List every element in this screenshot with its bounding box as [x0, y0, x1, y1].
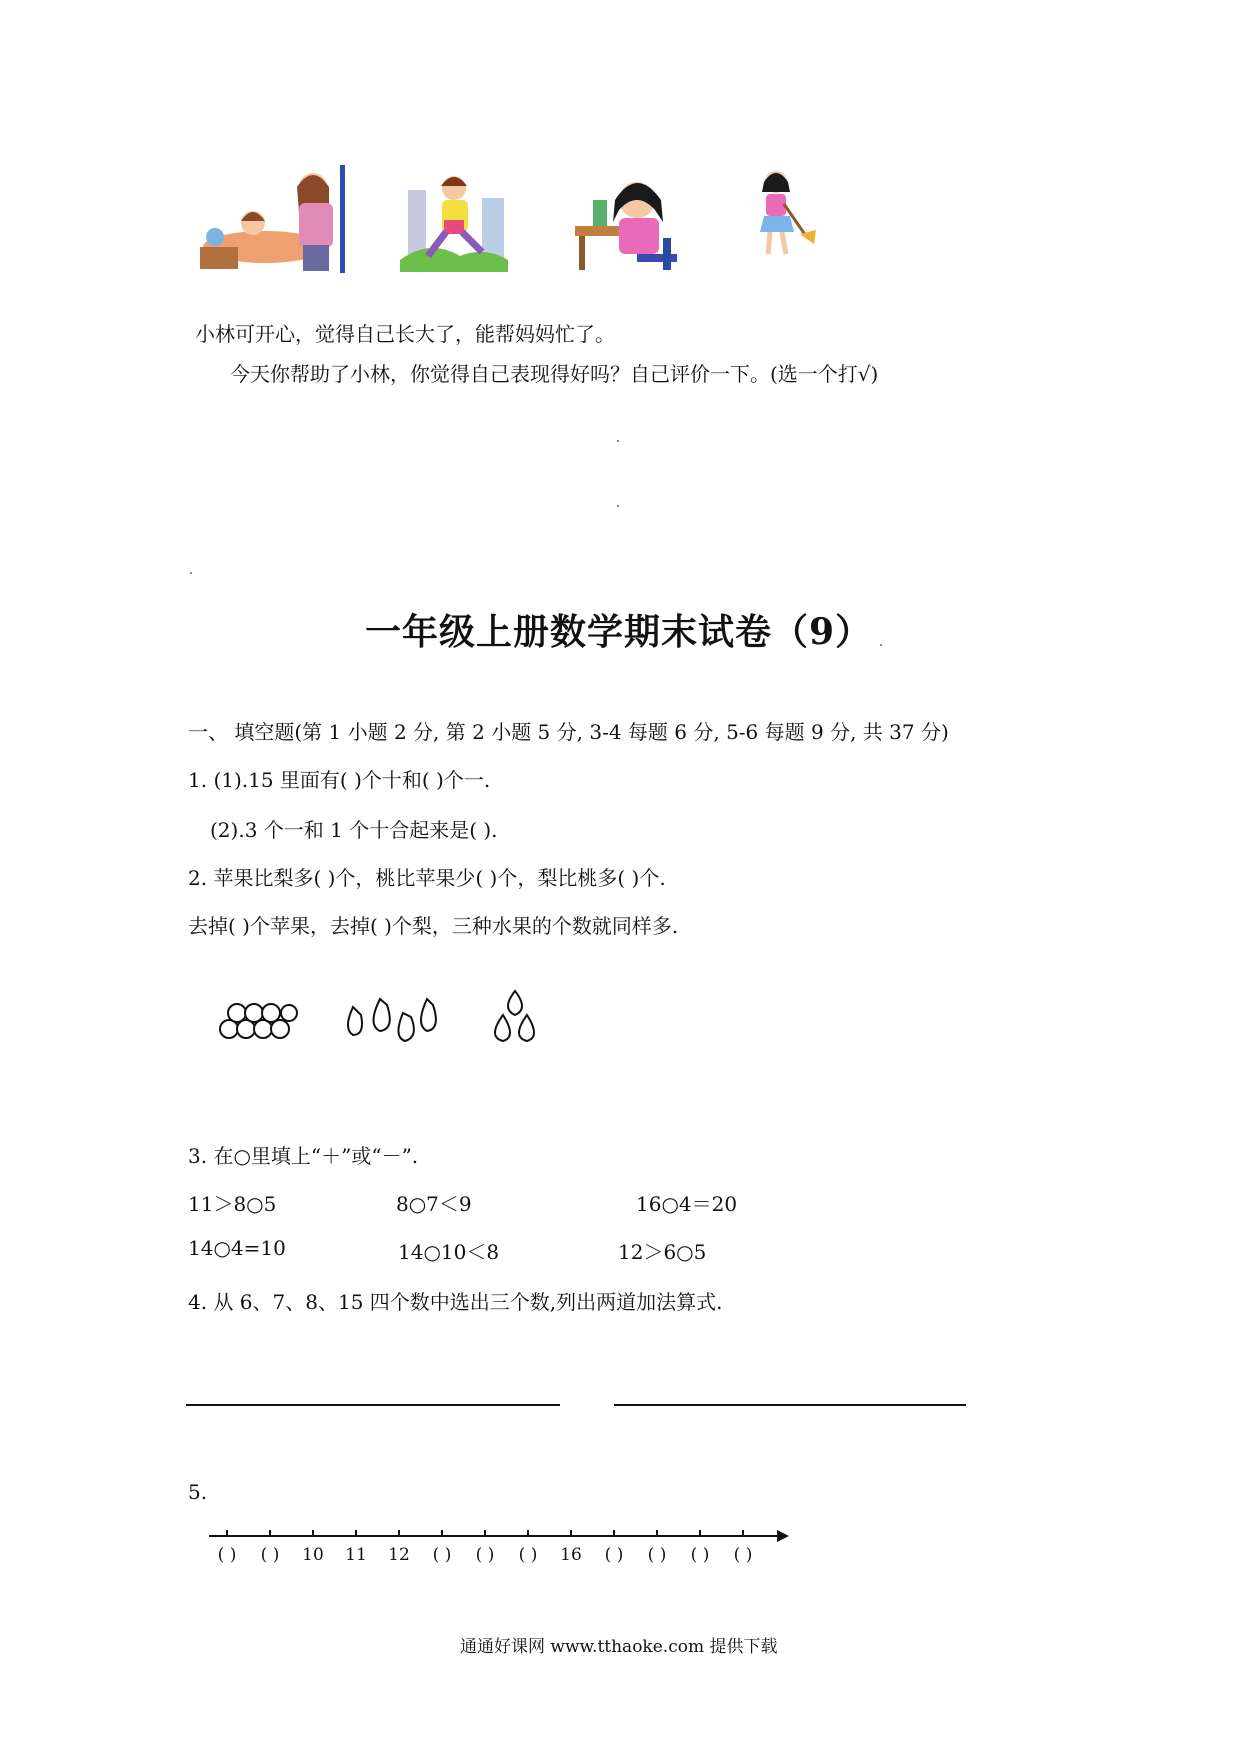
question-1-part-2: (2).3 个一和 1 个十合起来是( ).	[210, 818, 498, 842]
peach-group	[495, 991, 534, 1041]
number-line-label: 16	[560, 1545, 582, 1565]
number-line-label: 11	[345, 1545, 367, 1565]
q3-item-6: 12＞6○5	[618, 1240, 707, 1264]
apple-group	[220, 1004, 297, 1038]
number-line-label[interactable]: ( )	[217, 1545, 237, 1565]
q3-item-2: 8○7＜9	[396, 1192, 472, 1216]
story-line-1: 小林可开心，觉得自己长大了，能帮妈妈忙了。	[195, 322, 615, 346]
question-1-part-1: 1. (1).15 里面有( )个十和( )个一.	[188, 768, 491, 792]
question-2-line-1: 2. 苹果比梨多( )个，桃比苹果少( )个，梨比桃多( )个.	[188, 866, 666, 890]
answer-line-2[interactable]	[614, 1404, 966, 1406]
question-3-heading: 3. 在○里填上“＋”或“－”.	[188, 1144, 419, 1168]
child-reading-at-desk-illustration	[575, 170, 687, 272]
number-line-label[interactable]: ( )	[475, 1545, 495, 1565]
number-line-label[interactable]: ( )	[604, 1545, 624, 1565]
number-line-label[interactable]: ( )	[260, 1545, 280, 1565]
question-4-heading: 4. 从 6、7、8、15 四个数中选出三个数,列出两道加法算式.	[188, 1290, 723, 1314]
fruit-groups-illustration	[215, 985, 555, 1045]
number-line-label: 10	[302, 1545, 324, 1565]
question-2-line-2: 去掉( )个苹果，去掉( )个梨，三种水果的个数就同样多.	[188, 914, 679, 938]
q3-item-1: 11＞8○5	[188, 1192, 277, 1216]
story-line-2: 今天你帮助了小林，你觉得自己表现得好吗？自己评价一下。(选一个打√)	[230, 362, 879, 386]
child-running-illustration	[400, 168, 508, 272]
answer-line-1[interactable]	[186, 1404, 560, 1406]
number-line-label: 12	[388, 1545, 410, 1565]
q3-item-3: 16○4＝20	[636, 1192, 738, 1216]
pear-group	[348, 999, 436, 1041]
q3-item-4: 14○4=10	[188, 1236, 286, 1260]
number-line-label[interactable]: ( )	[733, 1545, 753, 1565]
q3-item-5: 14○10＜8	[398, 1240, 500, 1264]
mother-caring-sick-child-illustration	[195, 165, 345, 273]
number-line-label[interactable]: ( )	[432, 1545, 452, 1565]
exam-title: 一年级上册数学期末试卷（9）	[365, 611, 873, 653]
child-sweeping-illustration	[750, 168, 820, 262]
number-line	[205, 1524, 795, 1570]
number-line-label[interactable]: ( )	[647, 1545, 667, 1565]
number-line-label[interactable]: ( )	[690, 1545, 710, 1565]
question-5-heading: 5.	[188, 1480, 208, 1504]
section-1-heading: 一、 填空题(第 1 小题 2 分, 第 2 小题 5 分, 3-4 每题 6 分, 5-6 每题 9 分, 共 37 分)	[188, 720, 949, 744]
page-footer: 通通好课网 www.tthaoke.com 提供下载	[460, 1637, 778, 1657]
number-line-label[interactable]: ( )	[518, 1545, 538, 1565]
